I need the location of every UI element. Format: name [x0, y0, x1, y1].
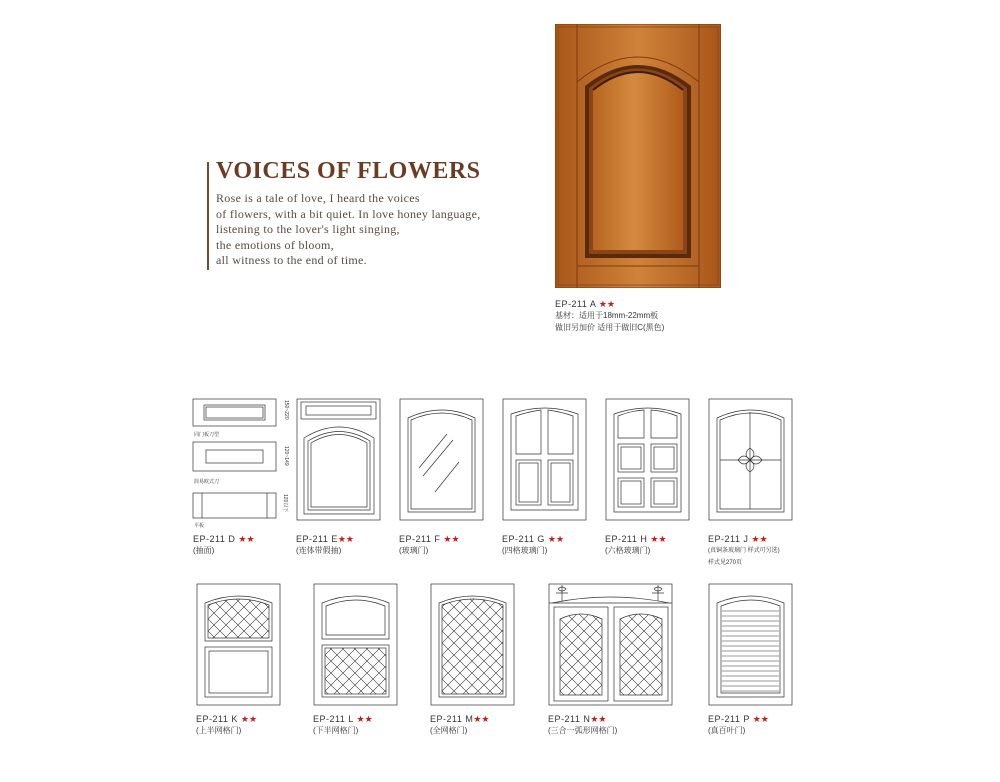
- model-code: EP-211 M: [430, 714, 474, 724]
- door-caption-g: [502, 533, 564, 557]
- door-caption-j: [708, 533, 780, 569]
- door-caption-l: [313, 713, 373, 737]
- door-description: (抽面): [193, 546, 215, 555]
- rating-stars: ★★: [443, 534, 460, 544]
- model-code: EP-211 J: [708, 534, 749, 544]
- poem-line: listening to the lover's light singing,: [216, 222, 400, 237]
- featured-caption: [555, 298, 664, 334]
- headline-poem: [216, 191, 507, 269]
- profile-label: 简易欧式刀: [194, 479, 220, 485]
- door-description: (真百叶门): [708, 726, 746, 735]
- rating-stars: ★★: [547, 534, 565, 544]
- door-description: (六格玻璃门): [605, 546, 651, 555]
- poem-line: Rose is a tale of love, I heard the voices: [216, 191, 420, 205]
- model-code: EP-211 H: [605, 534, 648, 544]
- door-drawing-n: [548, 583, 674, 707]
- door-drawing-f: [399, 398, 485, 522]
- headline-block: [207, 158, 507, 269]
- model-code: EP-211 N: [548, 714, 591, 724]
- rating-stars: ★★: [598, 299, 616, 309]
- door-caption-m: [430, 713, 490, 737]
- door-caption-n: [548, 713, 617, 737]
- model-code: EP-211 P: [708, 714, 750, 724]
- rating-stars: ★★: [751, 534, 768, 544]
- door-caption-d: [193, 533, 255, 557]
- drawer-profiles-drawing: [192, 398, 282, 528]
- door-drawing-j: [708, 398, 794, 522]
- poem-line: all witness to the end of time.: [216, 253, 367, 268]
- model-code: EP-211 E: [296, 534, 338, 544]
- featured-spec: 基材：适用于18mm-22mm板: [555, 311, 659, 320]
- model-code: EP-211 F: [399, 534, 441, 544]
- profile-label: 平板: [194, 523, 205, 529]
- poem-line: of flowers, with a bit quiet. In love honey language,: [216, 206, 481, 221]
- door-description: (全网格门): [430, 726, 468, 735]
- door-drawing-m: [430, 583, 516, 707]
- door-drawing-l: [313, 583, 399, 707]
- profile-label: 同门板刀型: [194, 432, 220, 438]
- rating-stars: ★★: [650, 534, 667, 544]
- door-description: 样式见270页: [708, 560, 743, 566]
- door-description: (四格玻璃门): [502, 546, 548, 555]
- accent-bar: [207, 162, 209, 270]
- rating-stars: ★★: [590, 714, 607, 724]
- door-description: (上半网格门): [196, 726, 242, 735]
- door-caption-h: [605, 533, 667, 557]
- rating-stars: ★★: [752, 714, 769, 724]
- door-description: (玻璃门): [399, 546, 429, 555]
- door-description: (真铜条玻璃门 样式可另选): [708, 548, 780, 554]
- model-code: EP-211 G: [502, 534, 545, 544]
- dimension-label: 150~220: [283, 400, 289, 420]
- rating-stars: ★★: [356, 714, 373, 724]
- featured-model: EP-211 A: [555, 299, 596, 309]
- model-code: EP-211 L: [313, 714, 354, 724]
- poem-line: the emotions of bloom,: [216, 237, 334, 252]
- door-caption-p: [708, 713, 769, 737]
- headline-title: VOICES OF FLOWERS: [216, 158, 481, 184]
- dimension-label: 120~149: [283, 446, 289, 466]
- dimension-label: 120以下: [282, 494, 288, 513]
- door-description: (连体带假抽): [296, 546, 342, 555]
- door-drawing-h: [605, 398, 691, 522]
- door-drawing-g: [502, 398, 588, 522]
- rating-stars: ★★: [240, 714, 258, 724]
- rating-stars: ★★: [238, 534, 255, 544]
- door-description: (下半网格门): [313, 726, 359, 735]
- featured-note: 做旧另加价 适用于做旧C(黑色): [555, 323, 665, 332]
- door-description: (三合一弧形网格门): [548, 726, 618, 735]
- door-caption-f: [399, 533, 460, 557]
- door-caption-e: [296, 533, 354, 557]
- model-code: EP-211 D: [193, 534, 236, 544]
- door-drawing-p: [708, 583, 794, 707]
- door-drawing-e: [296, 398, 382, 522]
- door-caption-k: [196, 713, 257, 737]
- featured-door-image: [555, 24, 721, 288]
- rating-stars: ★★: [473, 714, 490, 724]
- model-code: EP-211 K: [196, 714, 238, 724]
- door-drawing-k: [196, 583, 282, 707]
- rating-stars: ★★: [337, 534, 354, 544]
